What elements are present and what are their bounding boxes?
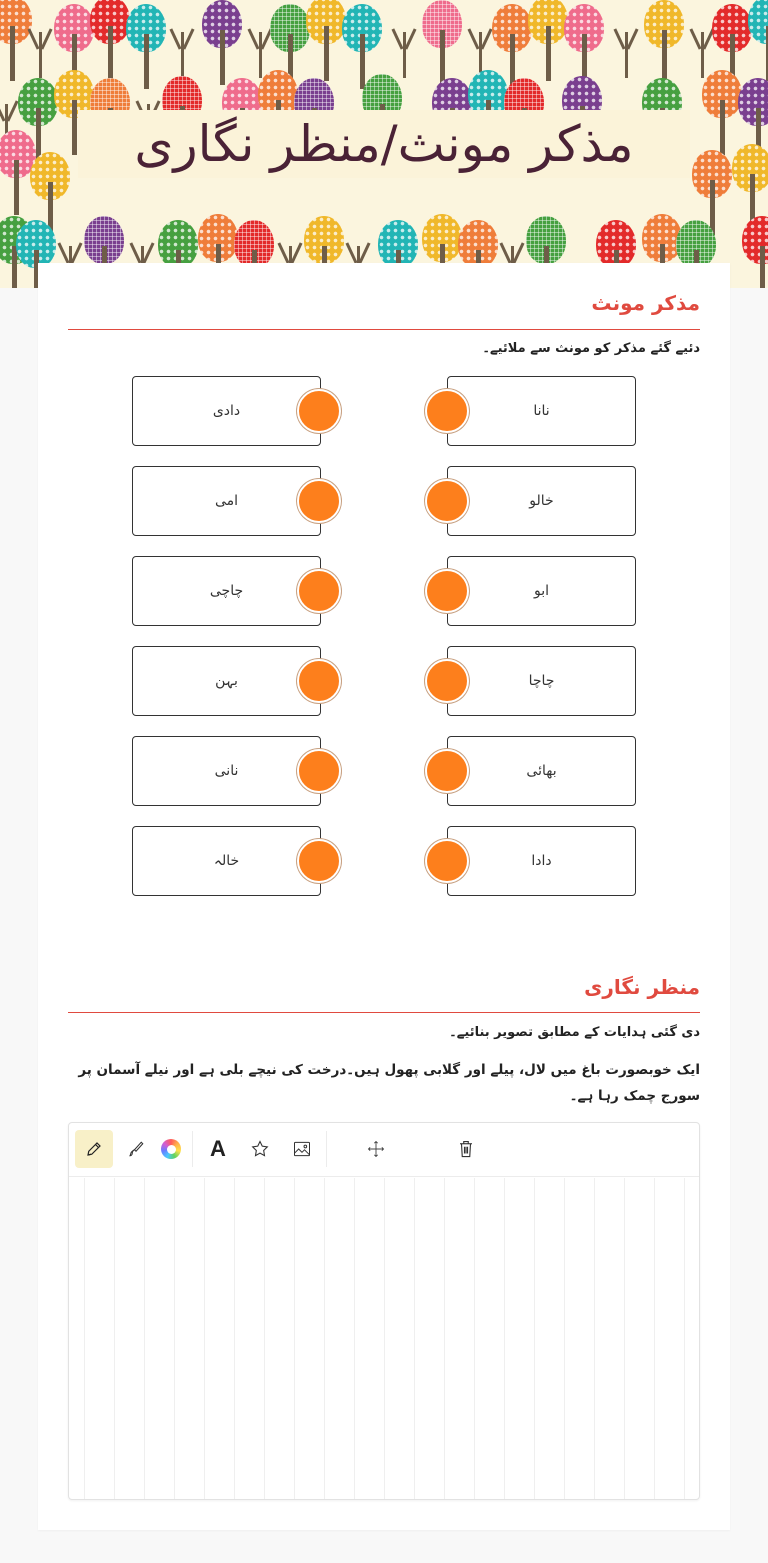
drawing-board — [68, 1122, 700, 1500]
match-label: بہن — [215, 673, 238, 689]
connector-dot-right[interactable] — [425, 749, 469, 793]
match-label: چاچا — [528, 673, 555, 689]
connector-dot-left[interactable] — [297, 839, 341, 883]
trash-icon — [457, 1139, 475, 1159]
brush-icon — [127, 1140, 145, 1158]
pencil-tool-button[interactable] — [75, 1130, 113, 1168]
match-right-item[interactable] — [447, 556, 636, 626]
match-label: دادی — [212, 403, 241, 419]
color-wheel-icon — [161, 1139, 181, 1159]
connector-dot-left[interactable] — [297, 479, 341, 523]
connector-dot-right[interactable] — [425, 389, 469, 433]
move-icon — [366, 1139, 386, 1159]
match-label: بھائی — [526, 763, 557, 779]
color-picker-button[interactable] — [152, 1130, 190, 1168]
section-divider — [68, 1012, 700, 1013]
match-label: خالو — [529, 493, 554, 509]
text-tool-button[interactable] — [199, 1130, 237, 1168]
match-left-item[interactable] — [132, 466, 321, 536]
match-left-item[interactable] — [132, 736, 321, 806]
match-right-item[interactable] — [447, 736, 636, 806]
match-label: چاچی — [209, 583, 244, 599]
match-right-item[interactable] — [447, 646, 636, 716]
image-icon — [292, 1139, 312, 1159]
text-icon: A — [210, 1136, 226, 1161]
connector-dot-left[interactable] — [297, 569, 341, 613]
match-label: امی — [214, 493, 239, 509]
match-right-item[interactable] — [447, 826, 636, 896]
connector-dot-left[interactable] — [297, 389, 341, 433]
sticker-tool-button[interactable] — [241, 1130, 279, 1168]
connector-dot-left[interactable] — [297, 659, 341, 703]
section-title-drawing: منظر نگاری — [584, 975, 700, 999]
drawing-canvas[interactable] — [69, 1178, 699, 1499]
section-divider — [68, 329, 700, 330]
drawing-toolbar — [69, 1123, 699, 1177]
match-left-item[interactable] — [132, 646, 321, 716]
match-label: نانی — [214, 763, 239, 779]
connector-dot-right[interactable] — [425, 839, 469, 883]
move-tool-button[interactable] — [357, 1130, 395, 1168]
match-left-item[interactable] — [132, 376, 321, 446]
brush-tool-button[interactable] — [117, 1130, 155, 1168]
worksheet-card — [38, 263, 730, 1530]
match-right-item[interactable] — [447, 376, 636, 446]
page-title: مذکر مونث/منظر نگاری — [134, 115, 634, 173]
delete-tool-button[interactable] — [447, 1130, 485, 1168]
match-label: دادا — [531, 853, 552, 869]
drawing-instruction: دی گئی ہدایات کے مطابق تصویر بنائیے۔ — [449, 1025, 700, 1040]
title-box — [78, 110, 690, 178]
connector-dot-right[interactable] — [425, 569, 469, 613]
section-title-gender: مذکر مونث — [591, 291, 700, 315]
toolbar-separator — [192, 1131, 193, 1167]
match-right-item[interactable] — [447, 466, 636, 536]
match-left-item[interactable] — [132, 556, 321, 626]
connector-dot-right[interactable] — [425, 479, 469, 523]
match-label: خالہ — [213, 853, 240, 869]
header-banner — [0, 0, 768, 288]
pencil-icon — [85, 1140, 103, 1158]
drawing-description: ایک خوبصورت باغ میں لال، پیلے اور گلابی پھول ہیں۔درخت کی نیچے بلی ہے اور نیلے آسمان پر سورج چمک رہا ہے۔ — [78, 1062, 700, 1104]
connector-dot-right[interactable] — [425, 659, 469, 703]
match-label: ابو — [533, 583, 550, 599]
matching-instruction: دئیے گئے مذکر کو مونث سے ملائیے۔ — [482, 341, 700, 356]
image-tool-button[interactable] — [283, 1130, 321, 1168]
toolbar-separator — [326, 1131, 327, 1167]
match-left-item[interactable] — [132, 826, 321, 896]
connector-dot-left[interactable] — [297, 749, 341, 793]
star-icon — [250, 1139, 270, 1159]
match-label: نانا — [533, 403, 550, 419]
